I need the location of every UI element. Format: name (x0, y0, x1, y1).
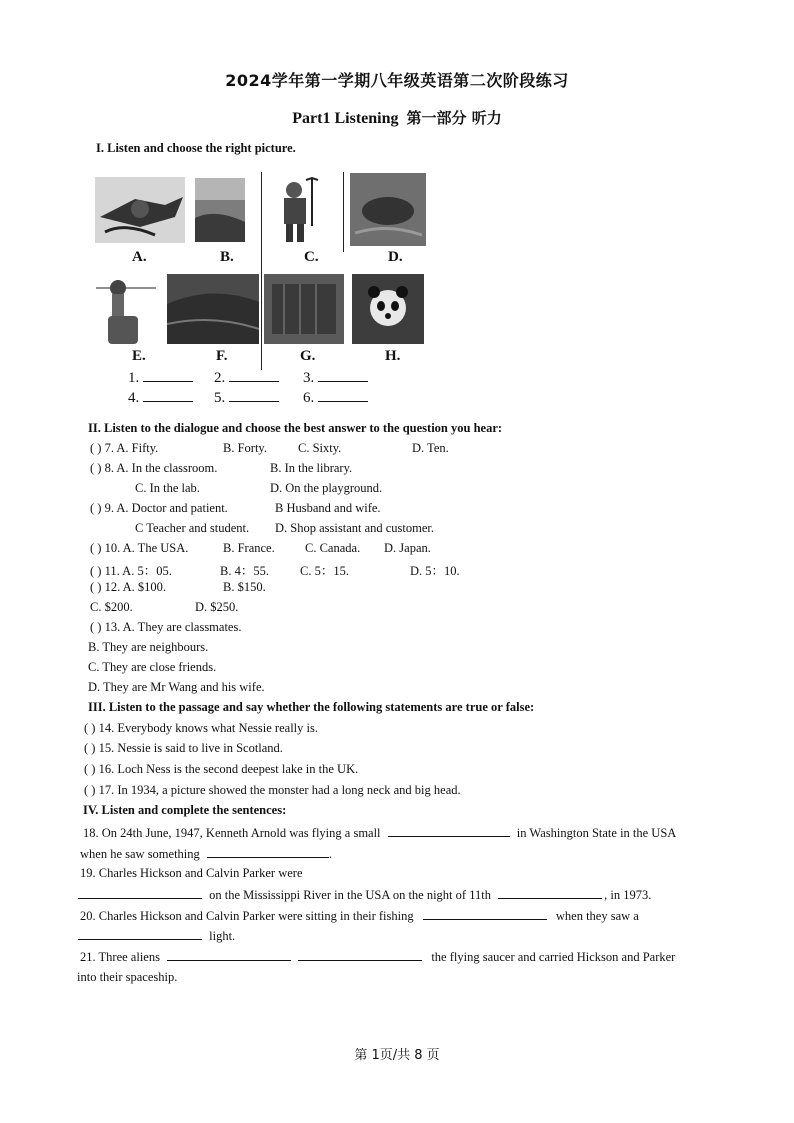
q20-line-2: light. (78, 927, 235, 944)
q9-stem: ( ) 9. A. Doctor and patient. (90, 501, 228, 515)
answer-blank-6[interactable]: 6. (303, 389, 368, 407)
q12-stem: ( ) 12. A. $100. (90, 580, 167, 594)
q7-option-b: B. Forty. (223, 441, 267, 455)
picture-label-f: F. (216, 348, 228, 364)
q9-option-d: D. Shop assistant and customer. (275, 521, 435, 535)
picture-label-b: B. (220, 249, 234, 265)
q12-option-b: B. $150. (223, 580, 266, 594)
q11-option-b: B. 4：55. (220, 564, 269, 578)
q12-option-c: C. $200. (90, 600, 133, 614)
q7-stem: ( ) 7. A. Fifty. (90, 441, 159, 455)
q11-option-d: D. 5：10. (410, 564, 460, 578)
q8-option-c: C. In the lab. (135, 481, 200, 495)
q13-option-c: C. They are close friends. (88, 660, 217, 674)
q21-line-1: 21. Three aliens the flying saucer and carried Hickson and Parker (80, 950, 676, 964)
q12-option-d: D. $250. (195, 600, 239, 614)
part-heading-cn: 第一部分 听力 (406, 109, 502, 127)
q14-statement: ( ) 14. Everybody knows what Nessie really is. (84, 721, 318, 735)
q13-option-d: D. They are Mr Wang and his wife. (88, 680, 265, 694)
q20-blank-1[interactable] (423, 907, 547, 920)
answer-blank-2[interactable]: 2. (214, 369, 279, 387)
q20-blank-2[interactable] (78, 927, 202, 940)
q8-stem: ( ) 8. A. In the classroom. (90, 461, 218, 475)
q9-option-c: C Teacher and student. (135, 521, 250, 535)
q10-option-b: B. France. (223, 541, 275, 555)
page-number: 第 1页/共 8 页 (354, 1048, 440, 1063)
divider-line (343, 172, 344, 252)
q10-stem: ( ) 10. A. The USA. (90, 541, 189, 555)
picture-d-animal (350, 173, 426, 246)
q7-option-d: D. Ten. (412, 441, 449, 455)
picture-label-d: D. (388, 249, 403, 265)
picture-label-g: G. (300, 348, 316, 364)
q7-option-c: C. Sixty. (298, 441, 342, 455)
q18-blank-2[interactable] (207, 845, 329, 858)
answer-blank-4[interactable]: 4. (128, 389, 193, 407)
picture-a-plane (95, 177, 185, 243)
q19-line-1: 19. Charles Hickson and Calvin Parker were (80, 866, 303, 880)
q19-line-2: on the Mississippi River in the USA on the night of 11th , in 1973. (78, 886, 651, 903)
divider-line (261, 172, 262, 370)
q19-blank-2[interactable] (498, 886, 602, 899)
answer-blank-3[interactable]: 3. (303, 369, 368, 387)
answer-blank-5[interactable]: 5. (214, 389, 279, 407)
q18-line-1: 18. On 24th June, 1947, Kenneth Arnold was flying a small in Washington State in the USA (83, 826, 677, 840)
q10-option-c: C. Canada. (305, 541, 361, 555)
picture-e-hand (96, 276, 156, 346)
section-4-heading: IV. Listen and complete the sentences: (83, 803, 287, 817)
picture-label-e: E. (132, 348, 146, 364)
q19-blank-1[interactable] (78, 886, 202, 899)
q8-option-b: B. In the library. (270, 461, 353, 475)
q16-statement: ( ) 16. Loch Ness is the second deepest lake in the UK. (84, 762, 359, 776)
q20-line-1: 20. Charles Hickson and Calvin Parker were sitting in their fishing when they saw a (80, 909, 639, 923)
q8-option-d: D. On the playground. (270, 481, 383, 495)
part-heading-en: Part1 Listening (292, 110, 399, 127)
q10-option-d: D. Japan. (384, 541, 431, 555)
picture-label-a: A. (132, 249, 147, 265)
section-1-heading: I. Listen and choose the right picture. (96, 141, 296, 155)
q11-option-c: C. 5：15. (300, 564, 349, 578)
q21-line-2: into their spaceship. (77, 970, 178, 984)
section-2-heading: II. Listen to the dialogue and choose the best answer to the question you hear: (88, 421, 503, 435)
part-heading (0, 107, 794, 128)
picture-f-landscape (167, 274, 259, 344)
section-3-heading: III. Listen to the passage and say whether the following statements are true or false: (88, 700, 535, 714)
answer-blank-1[interactable]: 1. (128, 369, 193, 387)
picture-b-scene (195, 178, 245, 242)
q18-line-2: when he saw something . (80, 847, 333, 861)
q13-stem: ( ) 13. A. They are classmates. (90, 620, 242, 634)
q11-stem: ( ) 11. A. 5：05. (90, 564, 172, 578)
picture-label-c: C. (304, 249, 319, 265)
q13-option-b: B. They are neighbours. (88, 640, 209, 654)
picture-c-farmer (272, 176, 322, 246)
page-title: 2024学年第一学期八年级英语第二次阶段练习 (225, 71, 569, 90)
picture-g-building (264, 274, 344, 344)
q21-blank-1[interactable] (167, 948, 291, 961)
q17-statement: ( ) 17. In 1934, a picture showed the monster had a long neck and big head. (84, 783, 461, 797)
picture-h-panda (352, 274, 424, 344)
q18-blank-1[interactable] (388, 824, 510, 837)
q21-blank-2[interactable] (298, 948, 422, 961)
picture-label-h: H. (385, 348, 401, 364)
q15-statement: ( ) 15. Nessie is said to live in Scotland. (84, 741, 283, 755)
q9-option-b: B Husband and wife. (275, 501, 381, 515)
